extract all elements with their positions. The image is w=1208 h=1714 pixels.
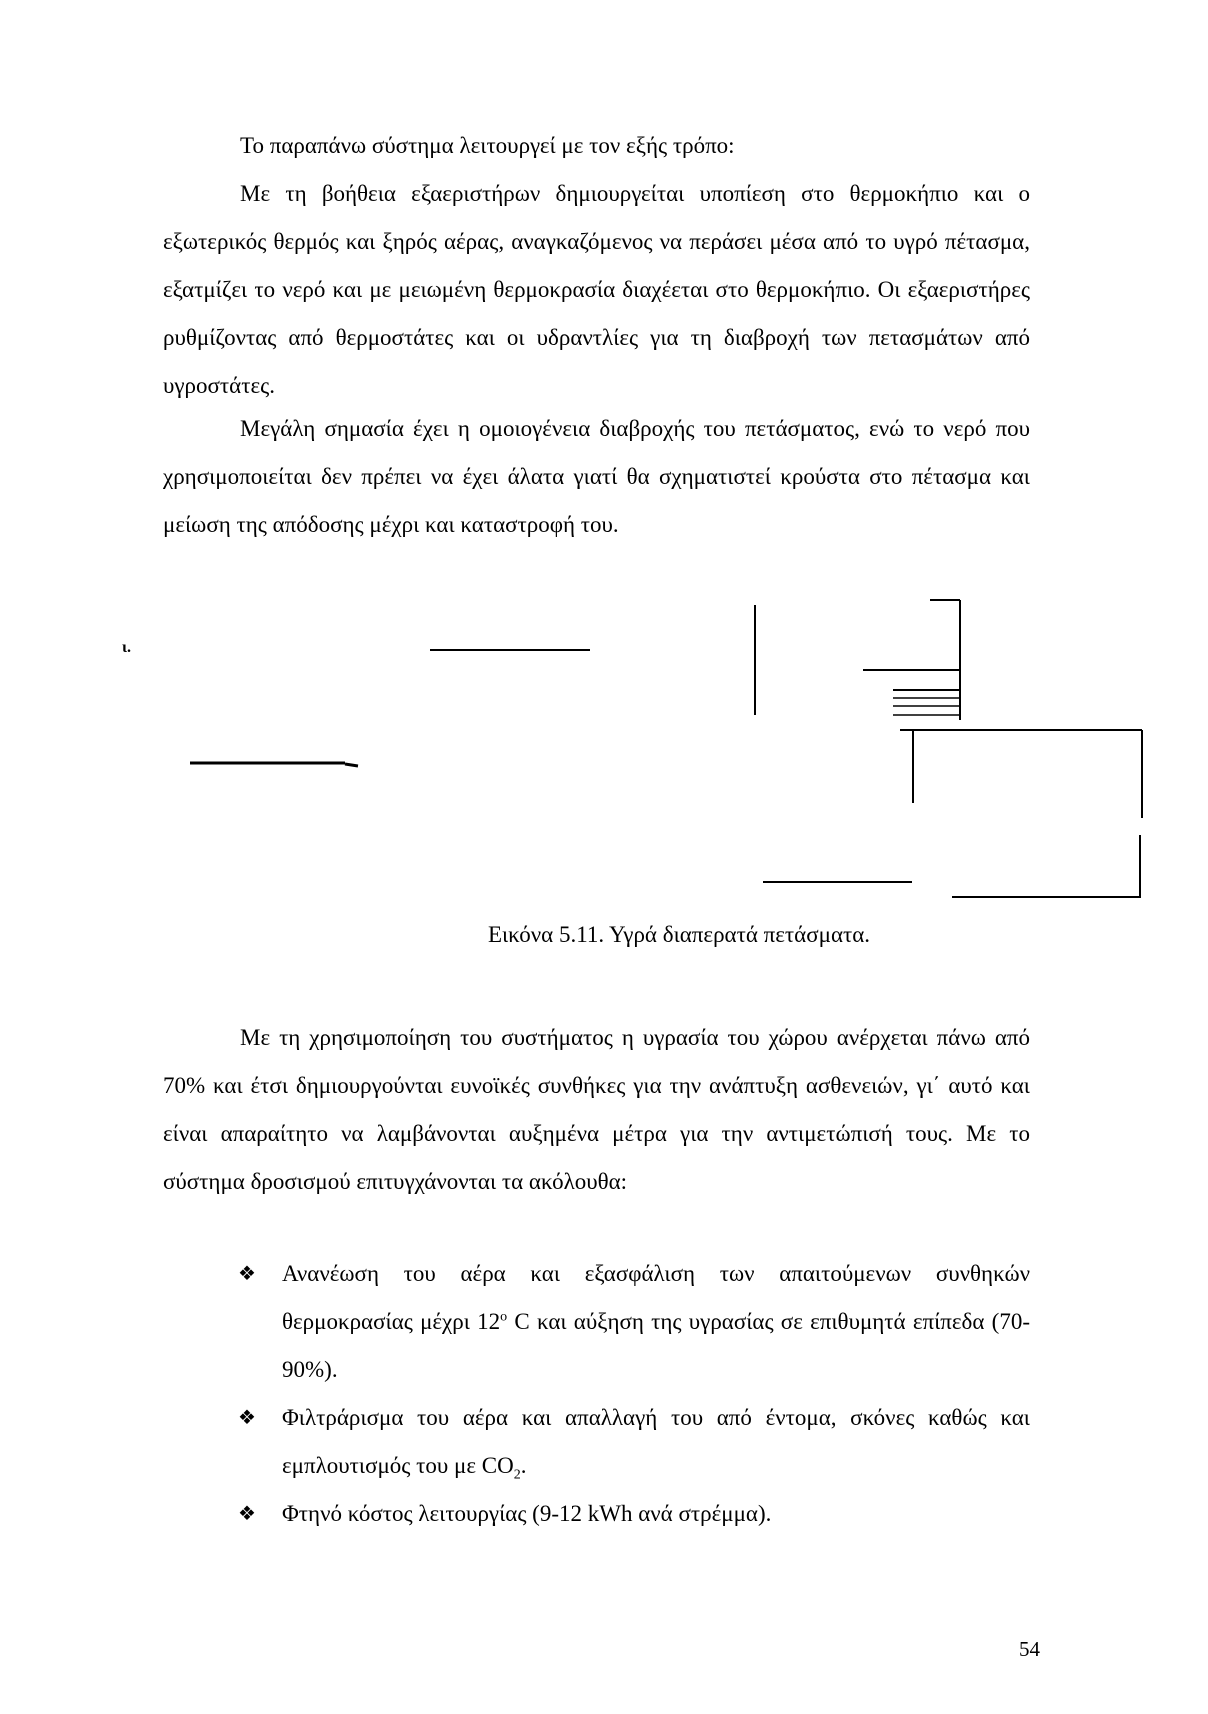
figure-line — [345, 764, 358, 766]
uniformity-paragraph: Μεγάλη σημασία έχει η ομοιογένεια διαβροχής του πετάσματος, ενώ το νερό που χρησιμοποιείται δεν πρέπει να έχει άλατα γιατί θα σχηματιστεί κρούστα στο πέτασμα και μείωση της απόδοσης μέχρι και καταστροφή του. — [163, 416, 1030, 537]
list-item — [238, 1490, 1030, 1538]
list-item-text: Φιλτράρισμα του αέρα και απαλλαγή του από έντομα, σκόνες καθώς και εμπλουτισμός του με CO — [282, 1405, 1030, 1478]
list-item-text: Ανανέωση του αέρα και εξασφάλιση των απαιτούμενων συνθηκών θερμοκρασίας μέχρι 12 — [282, 1261, 1030, 1334]
page-number: 54 — [1019, 1637, 1040, 1661]
humidity-paragraph: Με τη χρησιμοποίηση του συστήματος η υγρασία του χώρου ανέρχεται πάνω από 70% και έτσι δημιουργούνται ευνοϊκές συνθήκες για την ανάπτυξη ασθενειών, γι΄ αυτό και είναι απαραίτητο να λαμβάνονται αυξημένα μέτρα για την αντιμετώπισή τους. Με το σύστημα δροσισμού επιτυγχάνονται τα ακόλουθα: — [163, 1025, 1030, 1194]
degree-superscript: ο — [500, 1309, 508, 1325]
list-item — [238, 1250, 1030, 1394]
list-item-text: . — [520, 1453, 527, 1478]
four-diamond-bullet-icon: ❖ — [238, 1263, 256, 1285]
intro-paragraph: Το παραπάνω σύστημα λειτουργεί με τον εξής τρόπο: — [240, 133, 735, 158]
four-diamond-bullet-icon: ❖ — [238, 1407, 256, 1429]
stray-mark: ι. — [122, 639, 131, 656]
benefits-list — [238, 1250, 1030, 1538]
operation-paragraph: Με τη βοήθεια εξαεριστήρων δημιουργείται υποπίεση στο θερμοκήπιο και ο εξωτερικός θερμός και ξηρός αέρας, αναγκαζόμενος να περάσει μέσα από το υγρό πέτασμα, εξατμίζει το νερό και με μειωμένη θερμοκρασία διαχέεται στο θερμοκήπιο. Οι εξαεριστήρες ρυθμίζοντας από θερμοστάτες και οι υδραντλίες για τη διαβροχή των πετασμάτων από υγροστάτες. — [163, 181, 1030, 398]
four-diamond-bullet-icon: ❖ — [238, 1503, 256, 1525]
subscript: 2 — [513, 1467, 521, 1483]
list-item-text: C και αύξηση της υγρασίας σε επιθυμητά επίπεδα (70-90%). — [282, 1309, 1030, 1382]
list-item — [238, 1394, 1030, 1490]
list-item-text: Φτηνό κόστος λειτουργίας (9-12 kWh ανά στρέμμα). — [282, 1501, 772, 1526]
figure-caption: Εικόνα 5.11. Υγρά διαπερατά πετάσματα. — [487, 922, 871, 947]
figure-line-drawing — [100, 590, 1160, 920]
figure-wet-pads — [100, 590, 1160, 920]
